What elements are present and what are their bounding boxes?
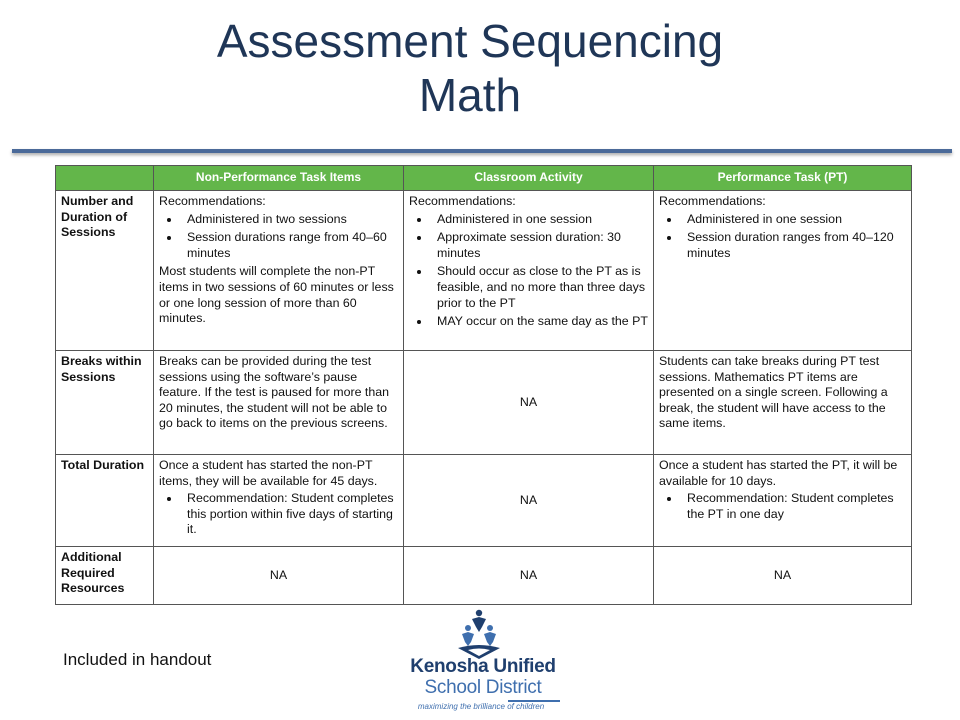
- cell-intro: Recommendations:: [159, 194, 266, 208]
- list-item: • Approximate session duration: 30 minutes: [431, 230, 648, 261]
- list-item: • Administered in two sessions: [181, 212, 398, 228]
- cell-intro: Recommendations:: [659, 194, 766, 208]
- table-row: [56, 547, 912, 605]
- list-item: • Administered in one session: [431, 212, 648, 228]
- cell-nonpt-duration: [154, 455, 404, 547]
- cell-nonpt-breaks: Breaks can be provided during the test sessions using the software’s pause feature. If the test is paused for more than 20 minutes, the student will not be able to go back to items on the previous screens.: [154, 351, 404, 455]
- cell-intro: Recommendations:: [409, 194, 516, 208]
- bullet-list: [409, 212, 648, 330]
- list-item: • Administered in one session: [681, 212, 906, 228]
- bullet-list: [659, 212, 906, 262]
- cell-pt-breaks: Students can take breaks during PT test sessions. Mathematics PT items are presented on a single screen. Following a break, the student will have access to the same items.: [654, 351, 912, 455]
- table-header-row: [56, 166, 912, 191]
- list-item: • Recommendation: Student completes the PT in one day: [681, 491, 906, 522]
- row-label: Total Duration: [56, 455, 154, 547]
- cell-classroom-breaks: NA: [404, 351, 654, 455]
- sequencing-table-container: [55, 165, 911, 605]
- cell-nonpt-resources: NA: [154, 547, 404, 605]
- cell-pt-duration: [654, 455, 912, 547]
- district-logo: [396, 606, 566, 716]
- list-item: • Recommendation: Student completes this portion within five days of starting it.: [181, 491, 398, 538]
- row-label: Additional Required Resources: [56, 547, 154, 605]
- table-row: [56, 191, 912, 351]
- list-item: • Session durations range from 40–60 minutes: [181, 230, 398, 261]
- bullet-list: [159, 491, 398, 538]
- figures-logo-icon: [454, 608, 504, 660]
- bullet-list: [659, 491, 906, 522]
- handout-note: Included in handout: [63, 650, 212, 669]
- cell-pt-resources: NA: [654, 547, 912, 605]
- table-row: [56, 455, 912, 547]
- header-classroom: Classroom Activity: [404, 166, 654, 191]
- header-pt: Performance Task (PT): [654, 166, 912, 191]
- logo-text-line2: School District: [424, 677, 542, 698]
- cell-classroom-sessions: [404, 191, 654, 351]
- list-item: • MAY occur on the same day as the PT: [431, 314, 648, 330]
- title-line-1: Assessment Sequencing: [216, 15, 724, 67]
- logo-text-line1: Kenosha Unified: [410, 656, 556, 677]
- logo-tagline: maximizing the brilliance of children: [417, 702, 545, 711]
- cell-classroom-duration: NA: [404, 455, 654, 547]
- cell-nonpt-sessions: [154, 191, 404, 351]
- title-divider: [12, 149, 952, 153]
- list-item: • Session duration ranges from 40–120 minutes: [681, 230, 906, 261]
- cell-intro: Once a student has started the PT, it will be available for 10 days.: [659, 458, 898, 488]
- header-corner: [56, 166, 154, 191]
- cell-intro: Once a student has started the non-PT items, they will be available for 45 days.: [159, 458, 378, 488]
- sequencing-table: [55, 165, 912, 605]
- header-nonpt: Non-Performance Task Items: [154, 166, 404, 191]
- cell-classroom-resources: NA: [404, 547, 654, 605]
- table-row: [56, 351, 912, 455]
- bullet-list: [159, 212, 398, 262]
- cell-pt-sessions: [654, 191, 912, 351]
- slide-title: [0, 14, 940, 122]
- title-line-2: Math: [418, 69, 522, 121]
- list-item: • Should occur as close to the PT as is feasible, and no more than three days prior to the PT: [431, 264, 648, 311]
- cell-note: Most students will complete the non-PT items in two sessions of 60 minutes or less or one long session of more than 60 minutes.: [159, 264, 394, 326]
- row-label: Number and Duration of Sessions: [56, 191, 154, 351]
- row-label: Breaks within Sessions: [56, 351, 154, 455]
